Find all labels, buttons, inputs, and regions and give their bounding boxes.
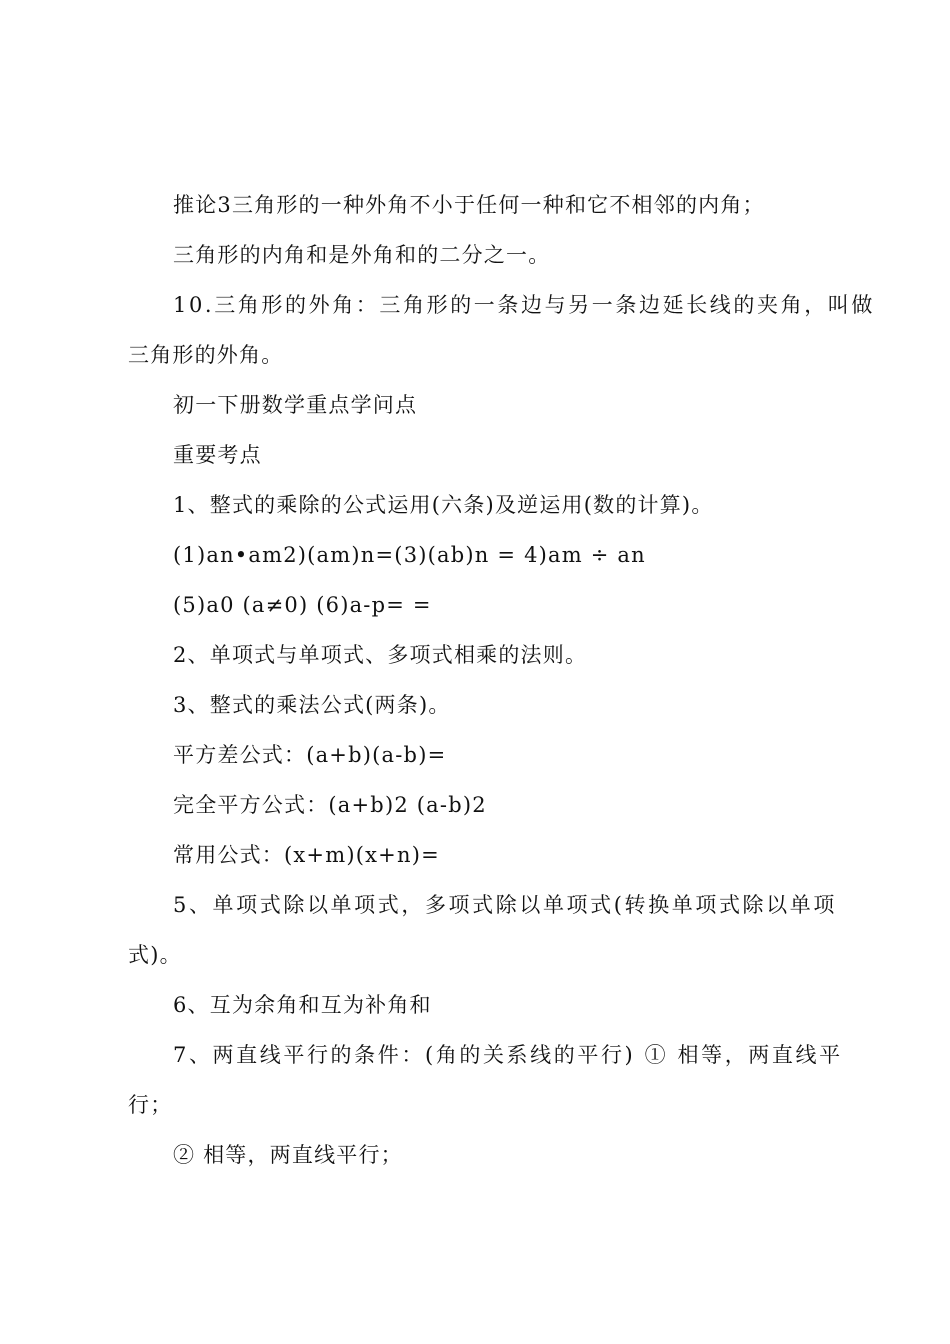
text-line-item-6: 6、互为余角和互为补角和 (173, 993, 432, 1017)
text-line-exterior-angle-definition-cont: 三角形的外角。 (128, 343, 284, 367)
text-line-item-2: 2、单项式与单项式、多项式相乘的法则。 (173, 643, 588, 667)
text-line-item-7-sub-2: ② 相等，两直线平行； (173, 1143, 403, 1167)
text-line-exterior-angle-definition: 10.三角形的外角：三角形的一条边与另一条边延长线的夹角，叫做 (173, 293, 875, 317)
formula-line-2: (5)a0 (a≠0) (6)a-p= = (173, 593, 432, 617)
text-line-interior-angle-sum: 三角形的内角和是外角和的二分之一。 (173, 243, 551, 267)
text-line-item-7-cont: 行； (128, 1093, 173, 1117)
text-line-item-5: 5、单项式除以单项式，多项式除以单项式(转换单项式除以单项 (173, 893, 837, 917)
text-line-item-3: 3、整式的乘法公式(两条)。 (173, 693, 451, 717)
formula-difference-of-squares: 平方差公式：(a+b)(a-b)= (173, 743, 447, 767)
text-line-item-5-cont: 式)。 (128, 943, 182, 967)
text-line-item-7: 7、两直线平行的条件：(角的关系线的平行) ① 相等，两直线平 (173, 1043, 843, 1067)
text-line-item-1: 1、整式的乘除的公式运用(六条)及逆运用(数的计算)。 (173, 493, 714, 517)
text-line-corollary-3: 推论3三角形的一种外角不小于任何一种和它不相邻的内角； (173, 193, 765, 217)
section-heading-key-points: 初一下册数学重点学问点 (173, 393, 418, 417)
formula-common: 常用公式：(x+m)(x+n)= (173, 843, 440, 867)
formula-perfect-square: 完全平方公式：(a+b)2 (a-b)2 (173, 793, 487, 817)
section-heading-important-points: 重要考点 (173, 443, 262, 467)
formula-line-1: (1)an•am2)(am)n=(3)(ab)n = 4)am ÷ an (173, 543, 646, 567)
